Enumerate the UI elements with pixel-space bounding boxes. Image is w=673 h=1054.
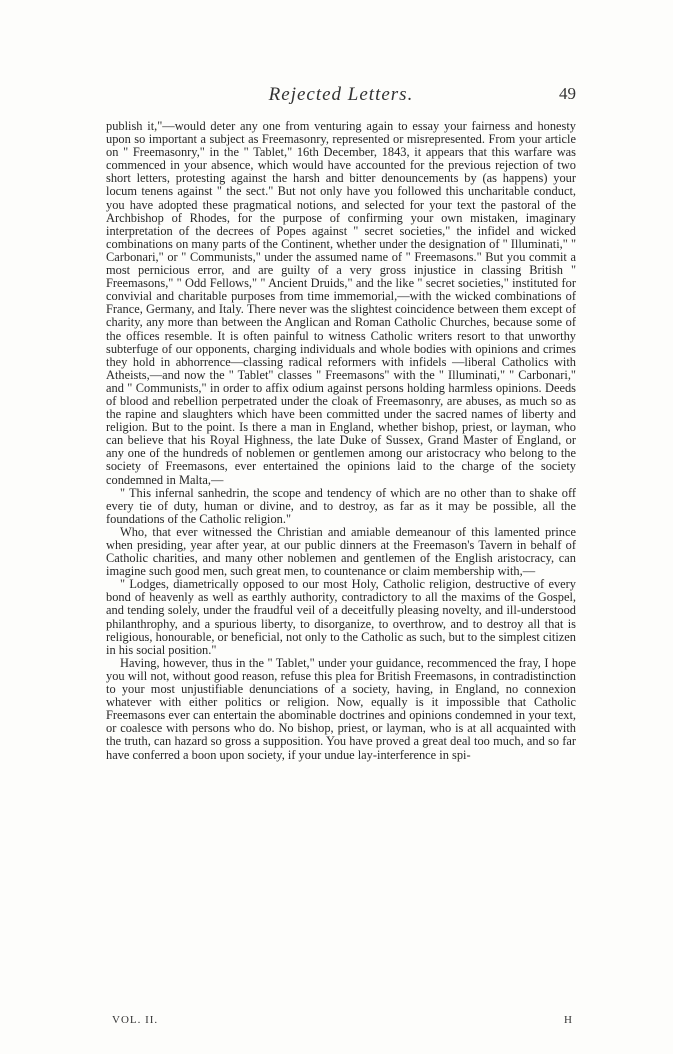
signature-mark: H — [564, 1014, 572, 1026]
volume-label: VOL. II. — [112, 1014, 159, 1026]
paragraph-1: publish it,"—would deter any one from venturing again to essay your fairness and honesty upon so important a subject as Freemasonry, represented or misrepresented. From your article on " Freemasonry," in the " Tablet," 16th December, 1843, it appears that this warfare was commenced in your absence, which would have accounted for the previous rejection of two short letters, protesting against the harsh and bitter denouncements by (as happens) your locum tenens against " the sect." But not only have you followed this uncharitable conduct, you have adopted these pragmatical notions, and selected for your text the pastoral of the Archbishop of Rhodes, for the purpose of confirming your own mistaken, imaginary interpretation of the decrees of Popes against " secret societies," the infidel and wicked combinations on many parts of the Continent, whether under the designation of " Illuminati," " Carbonari," or " Communists," under the assumed name of " Freemasons." But you commit a most pernicious error, and are guilty of a very gross injustice in classing British " Freemasons," " Odd Fellows," " Ancient Druids," and the like " secret societies," instituted for convivial and charitable purposes from time immemorial,—with the wicked combinations of France, Germany, and Italy. There never was the slightest coincidence between them except of charity, any more than between the Anglican and Roman Catholic Churches, because some of the offices resemble. It is often painful to witness Catholic writers resort to that unworthy subterfuge of our opponents, charging individuals and whole bodies with opinions and crimes they hold in abhorrence—classing radical reformers with infidels —liberal Catholics with Atheists,—and now the " Tablet" classes " Freemasons" with the " Illuminati," " Carbonari," and " Communists," in order to affix odium against persons holding harmless opinions. Deeds of blood and rebellion perpetrated under the cloak of Freemasonry, are abuses, as much so as the rapine and slaughters which have been committed under the sacred names of liberty and religion. But to the point. Is there a man in England, whether bishop, priest, or layman, who can believe that his Royal Highness, the late Duke of Sussex, Grand Master of England, or any one of the hundreds of noblemen or gentlemen among our aristocracy who belong to the society of Freemasons, ever entertained the opinions laid to the charge of the society condemned in Malta,— — [106, 119, 576, 487]
quotation-1: " This infernal sanhedrin, the scope and tendency of which are no other than to shake off every tie of duty, human or divine, and to destroy, as far as it may be possible, all the foundations of the Catholic religion." — [106, 485, 576, 526]
running-head — [106, 84, 576, 106]
paragraph-3: Having, however, thus in the " Tablet," under your guidance, recommenced the fray, I hope you will not, without good reason, refuse this plea for British Freemasons, in contradistinction to your most unjustifiable denunciations of a society, having, in England, no connexion whatever with either politics or religion. Now, equally is it impossible that Catholic Freemasons ever can entertain the abominable doctrines and opinions condemned in your text, or coalesce with persons who do. No bishop, priest, or layman, who is at all acquainted with the truth, can hazard so gross a supposition. You have proved a great deal too much, and so far have conferred a boon upon society, if your undue lay-interference in spi- — [106, 655, 576, 762]
quotation-2: " Lodges, diametrically opposed to our most Holy, Catholic religion, destructive of every bond of heavenly as well as earthly authority, contradictory to all the maxims of the Gospel, and tending solely, under the fraudful veil of a deceitfully pleasing novelty, and ill-understood philanthrophy, and a spurious liberty, to disorganize, to overthrow, and to destroy all that is religious, honourable, or beneficial, not only to the Catholic as such, but to the simplest citizen in his social position." — [106, 577, 576, 657]
running-title: Rejected Letters. — [268, 84, 414, 105]
body-text — [106, 120, 576, 762]
page-footer — [106, 1014, 576, 1028]
page-number: 49 — [559, 84, 576, 103]
paragraph-2: Who, that ever witnessed the Christian and amiable demeanour of this lamented prince when presiding, year after year, at our public dinners at the Freemason's Tavern in behalf of Catholic charities, and many other noblemen and gentlemen of the English aristocracy, can imagine such good men, such great men, to countenance or claim membership with,— — [106, 524, 576, 579]
